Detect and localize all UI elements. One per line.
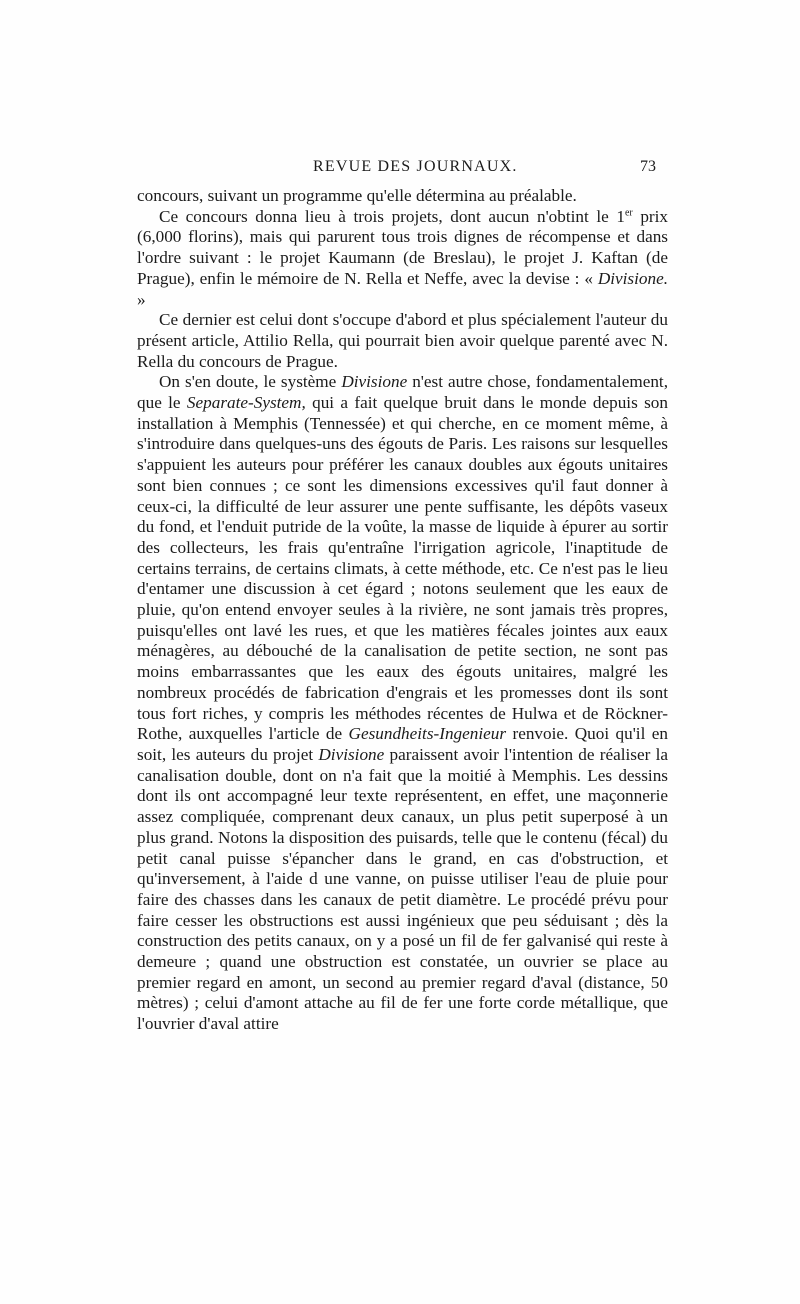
paragraph-2-text-c: »	[137, 289, 146, 309]
paragraph-1: concours, suivant un programme qu'elle détermina au préalable.	[137, 186, 577, 205]
ordinal-suffix: er	[624, 206, 633, 218]
paragraph-2-text-b: prix (6,000 florins), mais qui parurent tous trois dignes de récompense et dans l'ordre suivant : le projet Kaumann (de Breslau), le projet J. Kaftan (de Prague), enfin le mémoire de N. Rella et Neffe, avec la devise : «	[137, 206, 669, 288]
paragraph-4-text-c: qui a fait quelque bruit dans le monde depuis son installation à Memphis (Tennessée) et qui cherche, en ce moment même, à s'introduire dans quelques-uns des égouts de Paris. Les raisons sur lesquelles s'appuient les auteurs pour préférer les canaux doubles aux égouts unitaires sont bien connues ; ce sont les dimensions excessives qu'il faut donner à ceux-ci, la difficulté de leur assurer une pente suffisante, les dépôts vaseux du fond, et l'enduit putride de la voûte, la masse de liquide à épurer au sortir des collecteurs, les frais qu'entraîne l'irrigation agricole, l'inaptitude de certains terrains, de certains climats, à cette méthode, etc. Ce n'est pas le lieu d'entamer une discussion à cet égard ; notons seulement que les eaux de pluie, qu'on entend envoyer seules à la rivière, ne sont jamais très propres, puisqu'elles ont lavé les rues, et que les matières fécales jointes aux eaux ménagères, au débouché de la canalisation de petite section, ne sont pas moins embarrassantes que les eaux des égouts unitaires, malgré les nombreux procédés de fabrication d'engrais et les promesses dont ils sont tous fort riches, y compris les méthodes récentes de Hulwa et de Röckner-Rothe, auxquelles l'article de	[137, 393, 668, 744]
paragraph-4-text-e: paraissent avoir l'intention de réaliser la canalisation double, dont on n'a fait que la moitié à Memphis. Les dessins dont ils ont accompagné leur texte représentent, en effet, une maçonnerie assez compliquée, comprenant deux canaux, un plus petit superposé à un plus grand. Notons la disposition des puisards, telle que le contenu (fécal) du petit canal puisse s'épancher dans le grand, en cas d'obstruction, et qu'inversement, à l'aide d une vanne, on puisse utiliser l'eau de pluie pour faire des chasses dans les canaux de petit diamètre. Le procédé prévu pour faire cesser les obstructions est aussi ingénieux que peu séduisant ; dès la construction des petits canaux, on y a posé un fil de fer galvanisé qui reste à demeure ; quand une obstruction est constatée, un ouvrier se place au premier regard en amont, un second au premier regard d'aval (distance, 50 mètres) ; celui d'amont attache au fil de fer une forte corde métallique, que l'ouvrier d'aval attire	[137, 744, 668, 1034]
page-number: 73	[640, 158, 656, 175]
term-divisione-2: Divisione	[318, 744, 385, 764]
motto-divisione: Divisione.	[597, 268, 668, 288]
term-separate-system: Separate-System,	[186, 393, 306, 413]
paragraph-2	[137, 207, 668, 311]
journal-title: Gesundheits-Ingenieur	[348, 724, 507, 744]
paragraph-3: Ce dernier est celui dont s'occupe d'abord et plus spécialement l'auteur du présent article, Attilio Rella, qui pourrait bien avoir quelque parenté avec N. Rella du concours de Prague.	[137, 310, 668, 371]
paragraph-4	[137, 372, 668, 1035]
term-divisione: Divisione	[341, 372, 408, 392]
running-title: REVUE DES JOURNAUX.	[313, 158, 518, 175]
running-head	[137, 158, 668, 182]
body-text	[137, 186, 668, 1035]
paragraph-4-text-b: n'est autre chose, fondamentalement, que le	[137, 372, 668, 413]
paragraph-4-text-a: On s'en doute, le système	[159, 372, 342, 392]
paragraph-2-text-a: Ce concours donna lieu à trois projets, dont aucun n'obtint le 1	[159, 206, 625, 226]
paragraph-4-text-d: renvoie. Quoi qu'il en soit, les auteurs du projet	[137, 724, 668, 764]
